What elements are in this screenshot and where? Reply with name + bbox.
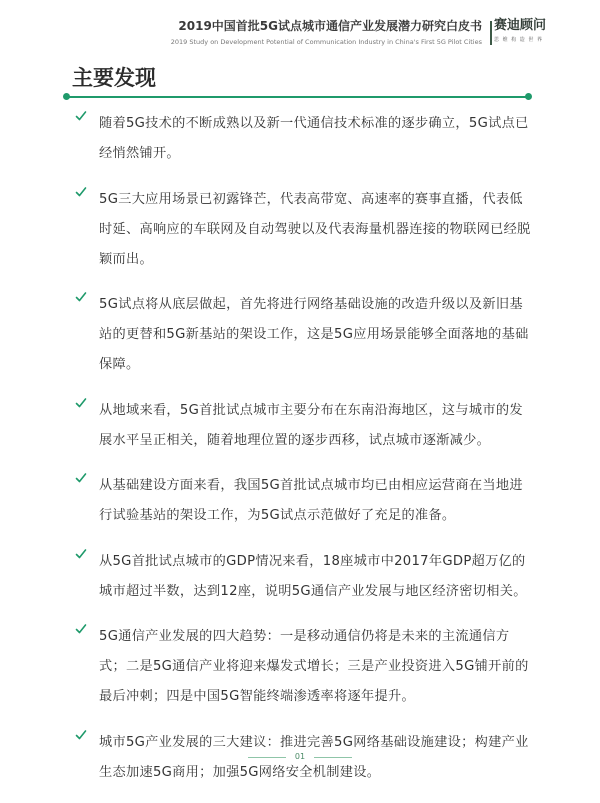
section-title: 主要发现 <box>72 66 156 90</box>
check-icon <box>75 110 87 122</box>
finding-item <box>72 290 532 380</box>
check-icon <box>75 186 87 198</box>
page-footer <box>0 751 600 763</box>
company-logo <box>494 18 547 43</box>
header-titles <box>171 18 482 47</box>
finding-text: 从基础建设方面来看，我国5G首批试点城市均已由相应运营商在当地进行试验基站的架设工作，为5G试点示范做好了充足的准备。 <box>99 478 523 523</box>
section-underline <box>66 96 528 98</box>
report-title: 2019中国首批5G试点城市通信产业发展潜力研究白皮书 <box>178 19 482 33</box>
finding-item <box>72 396 532 456</box>
check-icon <box>75 548 87 560</box>
finding-item <box>72 471 532 531</box>
check-icon <box>75 623 87 635</box>
underline-dot-right <box>525 93 532 100</box>
findings-list <box>72 109 532 803</box>
underline-dot-left <box>63 93 70 100</box>
finding-text: 从地域来看，5G首批试点城市主要分布在东南沿海地区，这与城市的发展水平呈正相关，随着地理位置的逐步西移，试点城市逐渐减少。 <box>99 402 523 448</box>
finding-item <box>72 185 532 275</box>
finding-text: 5G试点将从底层做起，首先将进行网络基础设施的改造升级以及新旧基站的更替和5G新基站的架设工作，这是5G应用场景能够全面落地的基础保障。 <box>99 297 529 372</box>
finding-text: 5G通信产业发展的四大趋势：一是移动通信仍将是未来的主流通信方式；二是5G通信产业将迎来爆发式增长；三是产业投资进入5G铺开前的最后冲刺；四是中国5G智能终端渗透率将逐年提升。 <box>99 629 529 704</box>
footer-rule-right <box>314 757 352 758</box>
finding-text: 随着5G技术的不断成熟以及新一代通信技术标准的逐步确立，5G试点已经悄然铺开。 <box>99 116 529 161</box>
report-subtitle-en: 2019 Study on Development Potential of Communication Industry in China's First 5G Pilot Cities <box>170 38 482 46</box>
finding-text: 城市5G产业发展的三大建议：推进完善5G网络基础设施建设；构建产业生态加速5G商用；加强5G网络安全机制建设。 <box>99 734 529 780</box>
check-icon <box>75 472 87 484</box>
finding-item <box>72 547 532 607</box>
header-divider <box>490 21 492 45</box>
logo-slogan: 思 维 构 造 世 界 <box>494 37 543 43</box>
logo-name: 赛迪顾问 <box>494 18 547 33</box>
finding-text: 从5G首批试点城市的GDP情况来看，18座城市中2017年GDP超万亿的城市超过半数，达到12座，说明5G通信产业发展与地区经济密切相关。 <box>99 553 527 599</box>
footer-rule-left <box>248 757 286 758</box>
check-icon <box>75 729 87 741</box>
finding-item <box>72 109 532 169</box>
finding-item <box>72 622 532 712</box>
check-icon <box>75 397 87 409</box>
page-header <box>0 18 600 52</box>
check-icon <box>75 291 87 303</box>
finding-text: 5G三大应用场景已初露锋芒，代表高带宽、高速率的赛事直播，代表低时延、高响应的车联网及自动驾驶以及代表海量机器连接的物联网已经脱颖而出。 <box>99 191 531 267</box>
page-number: 01 <box>294 752 306 761</box>
